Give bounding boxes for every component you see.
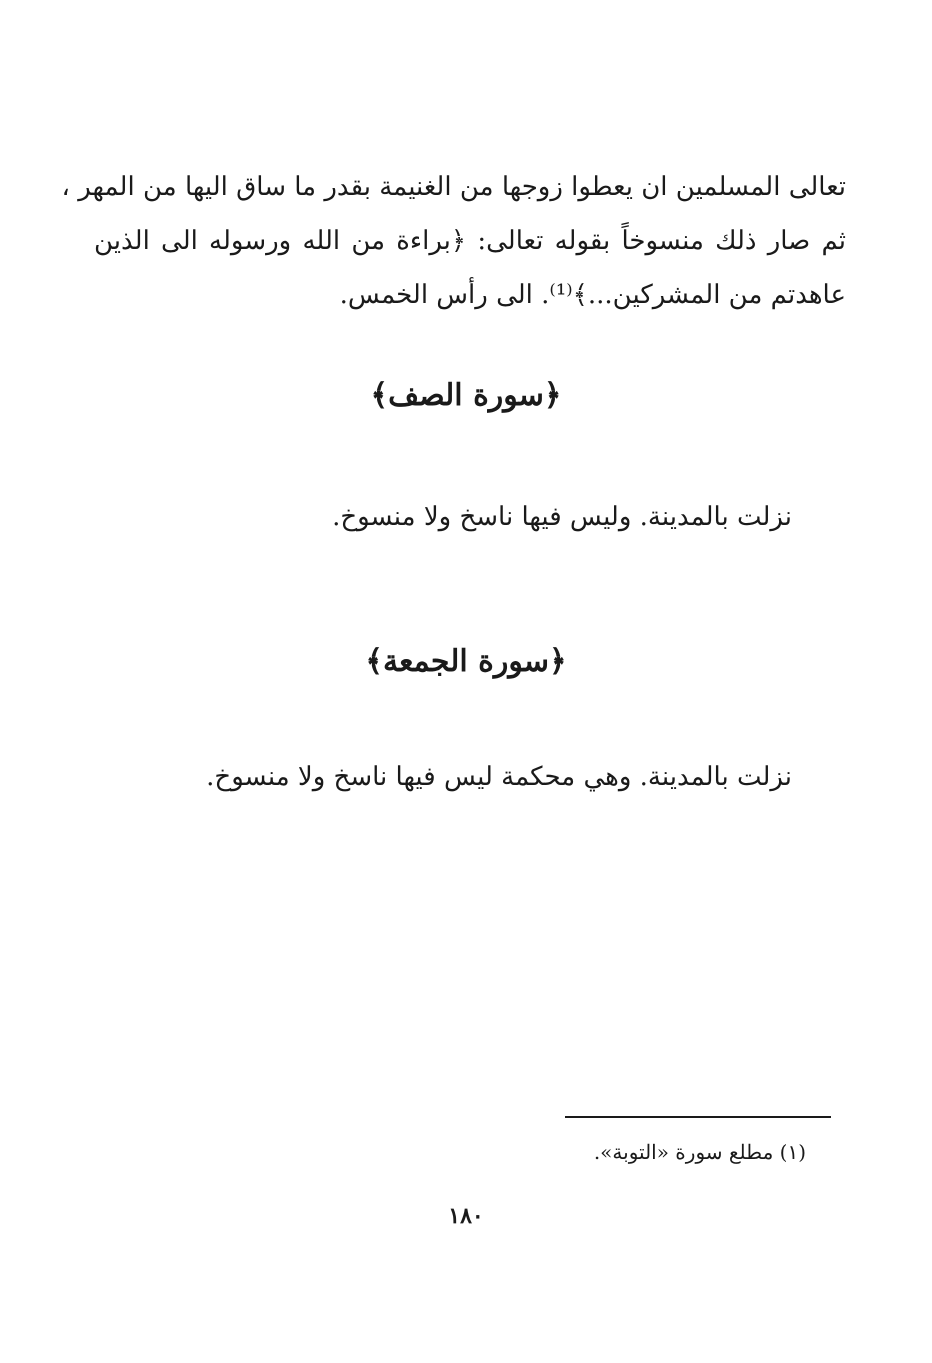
- page-number: ١٨٠: [448, 1203, 484, 1229]
- intro-line-1: تعالى المسلمين ان يعطوا زوجها من الغنيمة بقدر ما ساق اليها من المهر ،: [61, 172, 846, 202]
- intro-line-3: عاهدتم من المشركين...﴾⁽¹⁾. الى رأس الخمس.: [339, 280, 846, 310]
- footnote: (١) مطلع سورة «التوبة».: [593, 1140, 806, 1164]
- surah-saff-text: نزلت بالمدينة. وليس فيها ناسخ ولا منسوخ.: [332, 502, 792, 532]
- surah-jumuah-heading: ﴿سورة الجمعة﴾: [365, 644, 567, 679]
- intro-paragraph: [61, 160, 846, 322]
- surah-jumuah-text: نزلت بالمدينة. وهي محكمة ليس فيها ناسخ ولا منسوخ.: [206, 762, 792, 792]
- surah-saff-heading: ﴿سورة الصف﴾: [370, 378, 562, 413]
- intro-line-2: ثم صار ذلك منسوخاً بقوله تعالى: ﴿براءة من الله ورسوله الى الذين: [94, 226, 846, 256]
- footnote-divider: [565, 1116, 831, 1118]
